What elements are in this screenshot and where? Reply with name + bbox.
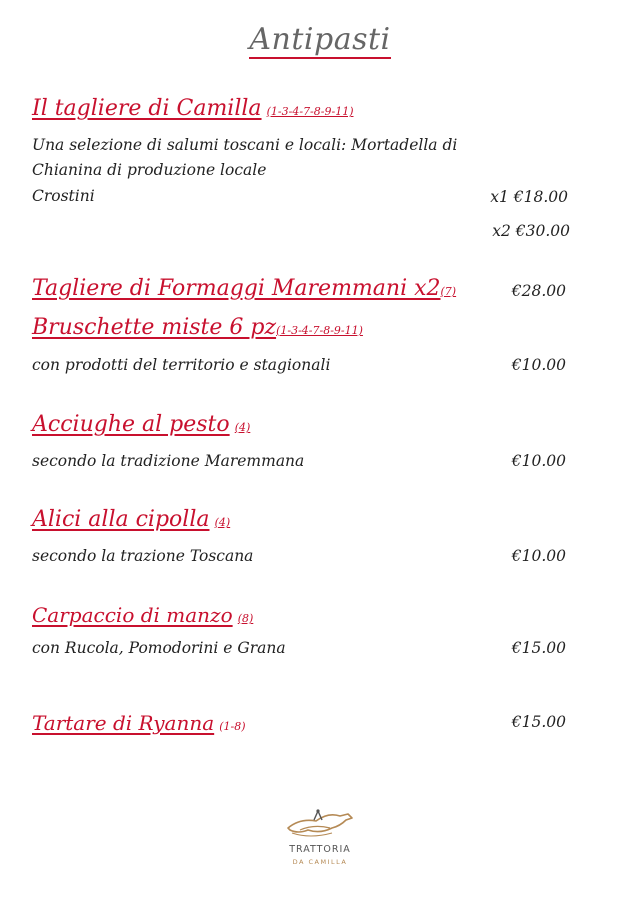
dish-name: Bruschette miste 6 pz [32, 315, 277, 340]
restaurant-logo [270, 808, 370, 878]
dish-description: secondo la trazione Toscana [32, 547, 254, 565]
price: €28.00 [511, 282, 566, 300]
allergen-codes: (4) [214, 516, 231, 529]
price: €15.00 [511, 713, 566, 731]
price-double: x2 €30.00 [492, 222, 570, 240]
menu-item-tartare [32, 711, 246, 735]
dish-description: Una selezione di salumi toscani e locali: Mortadella di [32, 136, 458, 154]
menu-item-tagliere-formaggi [32, 276, 456, 301]
menu-item-tagliere-camilla [32, 96, 354, 121]
page-title [0, 22, 640, 57]
menu-item-carpaccio [32, 603, 253, 627]
dish-name: Acciughe al pesto [32, 412, 230, 437]
price: €10.00 [511, 547, 566, 565]
price-single: x1 €18.00 [490, 188, 568, 206]
dish-description: Chianina di produzione locale [32, 161, 267, 179]
allergen-codes: (7) [440, 285, 457, 298]
logo-subtitle: DA CAMILLA [292, 858, 348, 866]
dish-name: Tartare di Ryanna [32, 711, 215, 735]
allergen-codes: (1-8) [219, 720, 246, 733]
dish-description: con Rucola, Pomodorini e Grana [32, 639, 286, 657]
dish-name: Tagliere di Formaggi Maremmani x2 [32, 276, 441, 301]
allergen-codes: (1-3-4-7-8-9-11) [266, 105, 354, 118]
menu-item-alici [32, 507, 230, 532]
dish-description: con prodotti del territorio e stagionali [32, 356, 331, 374]
dish-name: Il tagliere di Camilla [32, 96, 262, 121]
price: €10.00 [511, 452, 566, 470]
menu-item-acciughe [32, 412, 250, 437]
allergen-codes: (4) [234, 421, 251, 434]
price: €15.00 [511, 639, 566, 657]
allergen-codes: (1-3-4-7-8-9-11) [276, 324, 363, 337]
dish-name: Carpaccio di manzo [32, 603, 233, 627]
dish-description: secondo la tradizione Maremmana [32, 452, 305, 470]
horse-icon [270, 808, 370, 842]
price: €10.00 [511, 356, 566, 374]
dish-name: Alici alla cipolla [32, 507, 210, 532]
allergen-codes: (8) [237, 612, 254, 625]
page-title-text: Antipasti [249, 22, 391, 57]
dish-description: Crostini [32, 187, 95, 205]
logo-name: TRATTORIA [289, 844, 351, 855]
menu-item-bruschette [32, 315, 363, 340]
